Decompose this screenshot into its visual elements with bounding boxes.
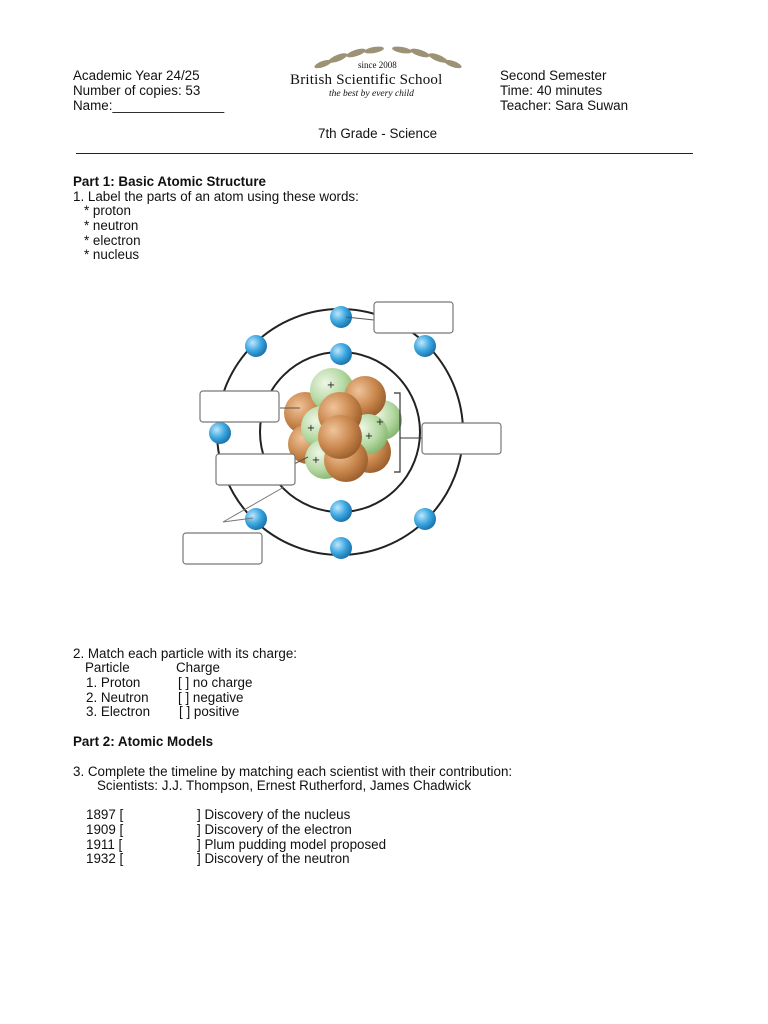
electron xyxy=(414,335,436,357)
proton-sign: + xyxy=(306,423,316,434)
subject-title: 7th Grade - Science xyxy=(318,126,438,141)
semester: Second Semester xyxy=(500,68,607,83)
timeline-event: ] Discovery of the electron xyxy=(197,822,352,837)
academic-year: Academic Year 24/25 xyxy=(73,68,200,83)
match-particle: 3. Electron xyxy=(86,704,151,719)
q2-prompt: 2. Match each particle with its charge: xyxy=(73,646,298,661)
q3-prompt: 3. Complete the timeline by matching each scientist with their contribution: xyxy=(73,764,513,779)
electron xyxy=(209,422,231,444)
proton-sign: + xyxy=(364,431,374,442)
match-particle: 2. Neutron xyxy=(86,690,149,705)
timeline-year: 1932 [ xyxy=(86,851,124,866)
word-item: * proton xyxy=(84,203,131,218)
label-box[interactable] xyxy=(183,533,262,564)
col-charge: Charge xyxy=(176,660,220,675)
match-charge[interactable]: [ ] no charge xyxy=(178,675,253,690)
electron xyxy=(330,500,352,522)
word-item: * neutron xyxy=(84,218,139,233)
timeline-year: 1909 [ xyxy=(86,822,124,837)
label-box[interactable] xyxy=(216,454,295,485)
copies-count: Number of copies: 53 xyxy=(73,83,201,98)
scientist-list: Scientists: J.J. Thompson, Ernest Rutherford, James Chadwick xyxy=(97,778,472,793)
school-tagline: the best by every child xyxy=(329,89,414,99)
neutron xyxy=(318,415,362,459)
electron xyxy=(330,343,352,365)
col-particle: Particle xyxy=(85,660,130,675)
label-box[interactable] xyxy=(200,391,279,422)
proton-sign: + xyxy=(375,417,385,428)
electron xyxy=(245,335,267,357)
proton-sign: + xyxy=(326,380,336,391)
part2-title: Part 2: Atomic Models xyxy=(73,734,214,749)
timeline-event: ] Discovery of the nucleus xyxy=(197,807,351,822)
q1-prompt: 1. Label the parts of an atom using these words: xyxy=(73,189,359,204)
word-item: * nucleus xyxy=(84,247,140,262)
nucleus xyxy=(284,368,402,482)
timeline-year: 1911 [ xyxy=(86,837,123,852)
match-charge[interactable]: [ ] negative xyxy=(178,690,244,705)
exam-time: Time: 40 minutes xyxy=(500,83,603,98)
word-item: * electron xyxy=(84,233,141,248)
timeline-event: ] Plum pudding model proposed xyxy=(197,837,387,852)
match-charge[interactable]: [ ] positive xyxy=(179,704,240,719)
electron xyxy=(330,537,352,559)
name-field: Name:_______________ xyxy=(73,98,225,113)
teacher-name: Teacher: Sara Suwan xyxy=(500,98,629,113)
electron xyxy=(414,508,436,530)
header-divider xyxy=(76,153,693,154)
part1-title: Part 1: Basic Atomic Structure xyxy=(73,174,266,189)
timeline-year: 1897 [ xyxy=(86,807,124,822)
label-box[interactable] xyxy=(422,423,501,454)
logo-since: since 2008 xyxy=(358,60,397,70)
timeline-event: ] Discovery of the neutron xyxy=(197,851,350,866)
label-box[interactable] xyxy=(374,302,453,333)
match-particle: 1. Proton xyxy=(86,675,141,690)
school-name: British Scientific School xyxy=(290,72,443,88)
atom-diagram xyxy=(160,292,520,587)
proton-sign: + xyxy=(311,455,321,466)
